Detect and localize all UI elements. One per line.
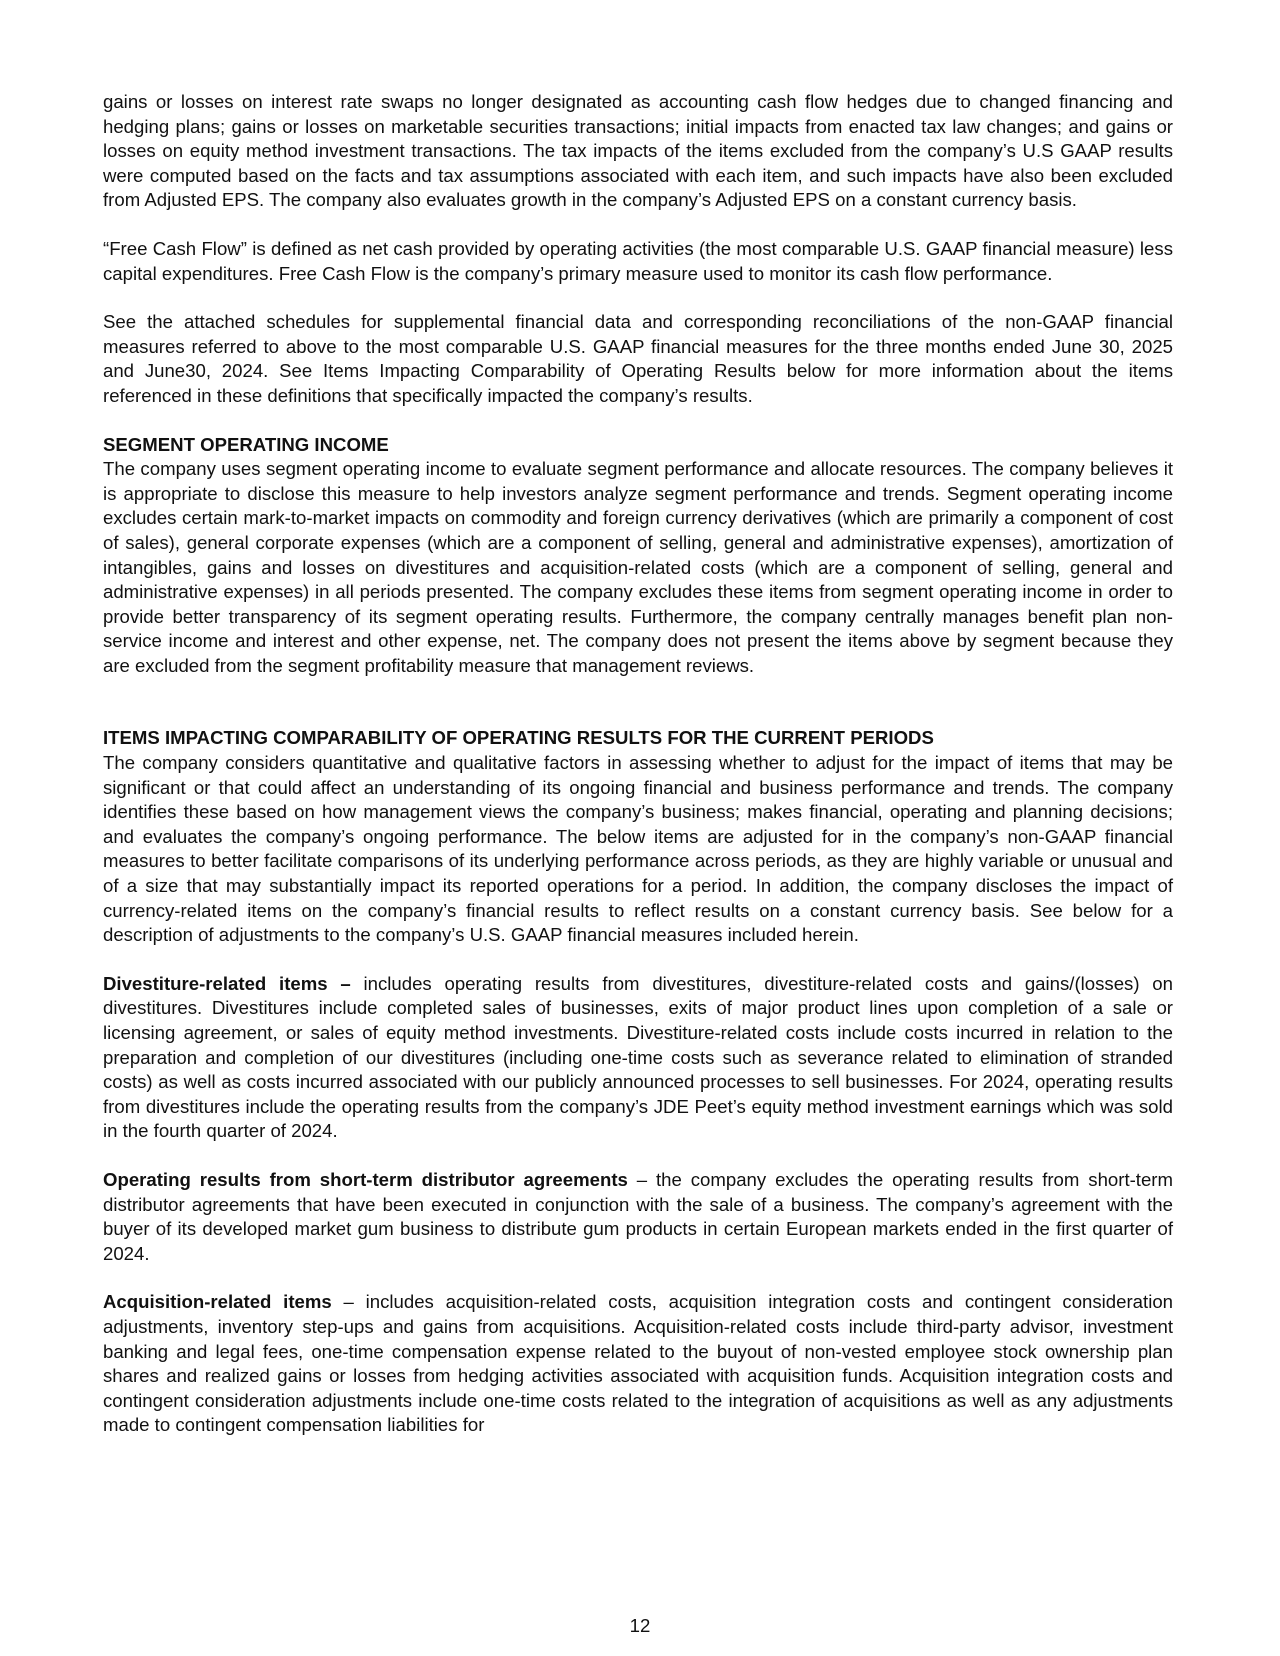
segment-operating-income-paragraph: The company uses segment operating income to evaluate segment performance and allocate resources. The company believes it is appropriate to disclose this measure to help investors analyze segment performance and trends. Segment operating income excludes certain mark-to-market impacts on commodity and foreign currency derivatives (which are primarily a component of cost of sales), general corporate expenses (which are a component of selling, general and administrative expenses), amortization of intangibles, gains and losses on divestitures and acquisition-related costs (which are a component of selling, general and administrative expenses) in all periods presented. The company excludes these items from segment operating income in order to provide better transparency of its segment operating results. Furthermore, the company centrally manages benefit plan non-service income and interest and other expense, net. The company does not present the items above by segment because they are excluded from the segment profitability measure that management reviews. <box>103 458 1173 676</box>
short-term-distributor-term: Operating results from short-term distributor agreements <box>103 1168 628 1190</box>
schedules-paragraph: See the attached schedules for supplemental financial data and corresponding reconciliations of the non-GAAP financial measures referred to above to the most comparable U.S. GAAP financial measures for the three months ended June 30, 2025 and June30, 2024. See Items Impacting Comparability of Operating Results below for more information about the items referenced in these definitions that specifically impacted the company’s results. <box>103 311 1173 406</box>
divestiture-related-items-term: Divestiture-related items – <box>103 972 351 994</box>
free-cash-flow-paragraph: “Free Cash Flow” is defined as net cash provided by operating activities (the most comparable U.S. GAAP financial measure) less capital expenditures. Free Cash Flow is the company’s primary measure used to monitor its cash flow performance. <box>103 237 1173 284</box>
adjusted-eps-continuation-paragraph: gains or losses on interest rate swaps no longer designated as accounting cash flow hedges due to changed financing and hedging plans; gains or losses on marketable securities transactions; initial impacts from enacted tax law changes; and gains or losses on equity method investment transactions. The tax impacts of the items excluded from the company’s U.S GAAP results were computed based on the facts and tax assumptions associated with each item, and such impacts have also been excluded from Adjusted EPS. The company also evaluates growth in the company’s Adjusted EPS on a constant currency basis. <box>103 91 1173 211</box>
document-page <box>103 90 1173 1438</box>
divestiture-related-items-paragraph <box>103 972 1173 1144</box>
acquisition-related-items-term: Acquisition-related items <box>103 1291 332 1313</box>
acquisition-related-items-body: – includes acquisition-related costs, acquisition integration costs and contingent consideration adjustments, inventory step-ups and gains from acquisitions. Acquisition-related costs include third-party advisor, investment banking and legal fees, one-time compensation expense related to the buyout of non-vested employee stock ownership plan shares and realized gains or losses from hedging activities associated with acquisition funds. Acquisition integration costs and contingent consideration adjustments include one-time costs related to the integration of acquisitions as well as any adjustments made to contingent compensation liabilities for <box>103 1291 1174 1436</box>
short-term-distributor-body: – the company excludes the operating results from short-term distributor agreements that have been executed in conjunction with the sale of a business. The company’s agreement with the buyer of its developed market gum business to distribute gum products in certain European markets ended in the first quarter of 2024. <box>103 1168 1173 1264</box>
items-impacting-comparability-paragraph: The company considers quantitative and qualitative factors in assessing whether to adjust for the impact of items that may be significant or that could affect an understanding of its ongoing financial and business performance and trends. The company identifies these based on how management views the company’s business; makes financial, operating and planning decisions; and evaluates the company’s ongoing performance. The below items are adjusted for in the company’s non-GAAP financial measures to better facilitate comparisons of its underlying performance across periods, as they are highly variable or unusual and of a size that may substantially impact its reported operations for a period. In addition, the company discloses the impact of currency-related items on the company’s financial results to reflect results on a constant currency basis. See below for a description of adjustments to the company’s U.S. GAAP financial measures included herein. <box>103 752 1173 946</box>
short-term-distributor-paragraph <box>103 1168 1173 1266</box>
segment-operating-income-heading: SEGMENT OPERATING INCOME <box>103 433 389 455</box>
divestiture-related-items-body: includes operating results from divestitures, divestiture-related costs and gains/(losses) on divestitures. Divestitures include completed sales of businesses, exits of major product lines upon completion of a sale or licensing agreement, or sales of equity method investments. Divestiture-related costs include costs incurred in relation to the preparation and completion of our divestitures (including one-time costs such as severance related to elimination of stranded costs) as well as costs incurred associated with our publicly announced processes to sell businesses. For 2024, operating results from divestitures include the operating results from the company’s JDE Peet’s equity method investment earnings which was sold in the fourth quarter of 2024. <box>103 972 1173 1142</box>
items-impacting-comparability-heading: ITEMS IMPACTING COMPARABILITY OF OPERATING RESULTS FOR THE CURRENT PERIODS <box>103 727 934 749</box>
acquisition-related-items-paragraph <box>103 1290 1173 1438</box>
page-number: 12 <box>629 1615 651 1636</box>
